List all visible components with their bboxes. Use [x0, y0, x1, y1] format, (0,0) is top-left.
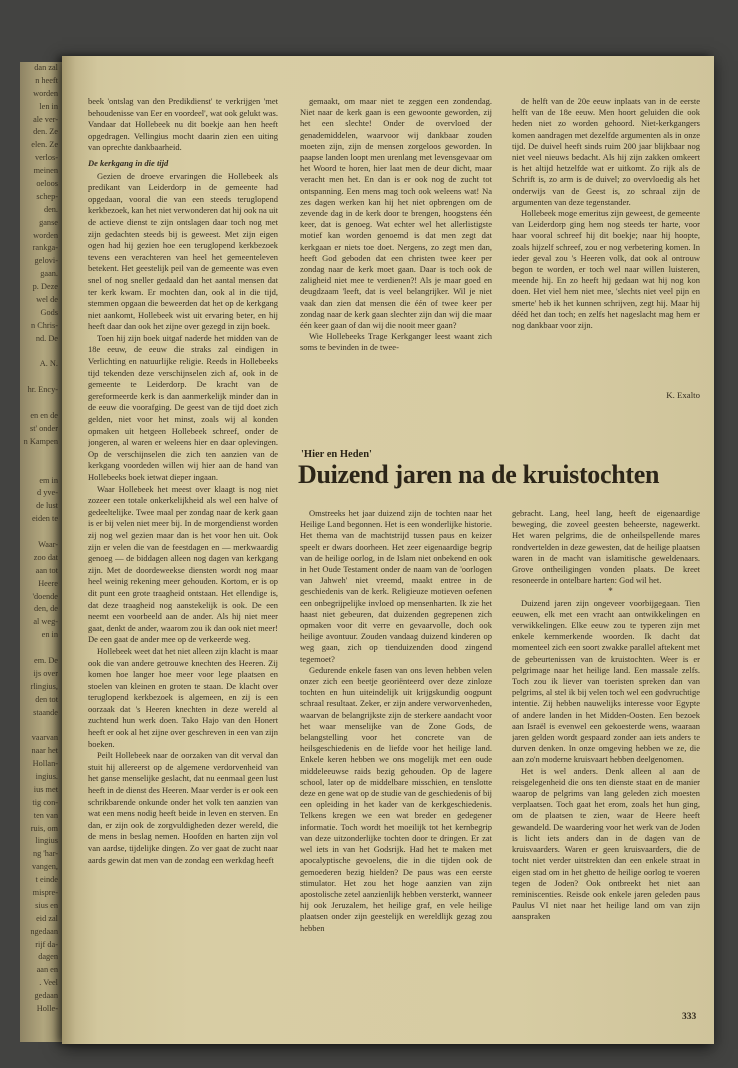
spine-text-fragment: en in: [41, 630, 58, 640]
spine-text-fragment: schep-: [36, 191, 58, 201]
paragraph: Gedurende enkele fasen van ons leven hebben velen onzer zich een beetje georiënteerd over deze zinloze tochten en hun uiteindelijk uit krijgskundig oogpunt schraal resultaat. Zeker, er zijn andere verworvenheden, waarvan de belangrijkste zijn de sterkere aandacht voor het waar menselijke van de Zone Gods, de belangstelling voor het concrete van de heilsgeschiedenis en de liefde voor het heilige land. Enkele keren hebben we ons mogelijk met een oude middeleeuwse raids bezig gehouden. Op de lagere school, later op de middelbare misschien, en tenslotte deze en gene wat op de studie van de geschiedenis of bij een opleiding in het kader van de kerkgeschiedenis. Telkens kregen we een wat breder en gedegener informatie. Toch wordt het moeilijk tot het kernbegrip van deze uitzonderlijke tochten door te dringen. Er zat wel iets in van het Godsrijk. Had het te maken met apocalyptische gevoelens, die in die tijden ook de gemoederen bezig hielden? De paus was een eerste stimulator. Het zou het hoge aanzien van zijn apostolische zetel aanzienlijk hebben versterkt, wanneer hij ook Jeruzalem, het heilige graf, en vele heilige plaatsen onder zijn geestelijk en wereldlijk gezag zou hebben: [300, 664, 492, 933]
spine-text-fragment: wel de: [36, 295, 58, 305]
spine-text-fragment: worden: [33, 230, 58, 240]
spine-text-fragment: rijf da-: [35, 939, 58, 949]
spine-text-fragment: [20, 397, 62, 410]
article1-column-2: [300, 96, 492, 448]
paragraph: Peilt Hollebeek naar de oorzaken van dit verval dan stuit hij allereerst op de algemene verdorvenheid van het ganse menselijke geslacht, dat nu eenmaal geen lust heeft in de dienst des Heeren. Maar verder is er ook een schrikbarende onkunde onder het volk ten aanzien van wat een mens nodig heeft beide in leven en sterven. En dan, er zijn ook de zorgvuldigheden dezer wereld, die de mens in beslag nemen. Hoofden en harten zijn vol van aardse, tijdelijke dingen. Zo ver gaat de zucht naar aards gewin dat men van de zondag een werkdag heeft: [88, 750, 278, 865]
article2-column-right: [512, 508, 700, 1013]
spine-text-fragment: ius met: [33, 784, 58, 794]
spine-text-fragment: ruis, om: [30, 823, 58, 833]
spine-text-fragment: [20, 642, 62, 655]
article2-headline: Duizend jaren na de kruistochten: [298, 460, 660, 489]
spine-text-fragment: al weg-: [33, 617, 58, 627]
spine-text-fragment: ng 'har-: [32, 849, 58, 859]
spine-text-fragment: aan tot: [35, 565, 58, 575]
spine-text-fragment: len in: [39, 101, 58, 111]
spine-text-fragment: st' onder: [30, 423, 58, 433]
spine-text-fragment: den tot: [35, 694, 58, 704]
spine-text-fragment: worden: [33, 88, 58, 98]
spine-text-fragment: dagen: [38, 952, 58, 962]
spine-text-fragment: Heere: [38, 578, 58, 588]
spine-text-fragment: staande: [33, 707, 58, 717]
spine-text-fragment: ingius.: [35, 771, 58, 781]
spine-text-fragment: [20, 371, 62, 384]
spine-text-fragment: rlingius,: [30, 681, 58, 691]
spine-text-fragment: Hollan-: [32, 759, 58, 769]
page-number: 333: [682, 1012, 697, 1022]
spine-text-fragment: A. N.: [39, 359, 58, 369]
spine-text-fragment: t einde: [35, 875, 58, 885]
spine-text-fragment: d yve-: [37, 488, 58, 498]
spine-text-fragment: gaan.: [40, 269, 58, 279]
spine-text-fragment: vaarvan: [31, 733, 58, 743]
spine-text-fragment: elen. Ze: [31, 140, 58, 150]
spine-text-fragment: n heeft: [35, 75, 58, 85]
spine-text-fragment: de lust: [36, 501, 58, 511]
spine-text-fragment: lingius: [35, 836, 58, 846]
spine-text-fragment: ngedaan: [30, 926, 58, 936]
previous-page-spine-sliver: [20, 62, 62, 1042]
magazine-page: [62, 56, 714, 1044]
spine-text-fragment: n Chris-: [31, 320, 58, 330]
spine-text-fragment: oeloos: [36, 179, 58, 189]
spine-text-fragment: sius en: [35, 900, 58, 910]
section-separator-star: *: [608, 586, 613, 597]
spine-text-fragment: p. Deze: [32, 282, 58, 292]
spine-text-fragment: gedaan: [34, 991, 58, 1001]
paragraph: Wie Hollebeeks Trage Kerkganger leest waant zich soms te bevinden in de twee-: [300, 331, 492, 353]
article1-column-3: [512, 96, 700, 388]
spine-text-fragment: eid zal: [36, 913, 58, 923]
spine-text-fragment: rankga-: [32, 243, 58, 253]
paragraph: Hollebeek moge emeritus zijn geweest, de gemeente van Leiderdorp ging hem nog steeds ter harte, voor haar vooral schreef hij dit boekje; naar hij hoopte, zoals hijzelf schreef, zou er nog verbetering komen. In ieder geval zou 's Heeren volk, dat ook al ontrouw begon te worden, er toch wel naar willen luisteren, meende hij. En zo heeft hij gedaan wat hij nog kon doen. Het viel hem niet mee, 'slechts niet veel pijn en smerte' heb ik het kunnen schrijven, zegt hij. Maar hij dééd het dan toch; en zelfs het nageslacht mag hem er nog dankbaar voor zijn.: [512, 208, 700, 331]
spine-text-fragment: gelovi-: [34, 256, 58, 266]
spine-text-fragment: ijs over: [33, 668, 58, 678]
spine-text-fragment: aan en: [36, 965, 58, 975]
spine-text-fragment: ten van: [33, 810, 58, 820]
paragraph: Het is wel anders. Denk alleen al aan de reisgelegenheid die ons ten dienste staat en de manier waarop de pelgrims van lang geleden zich moesten verplaatsen. Toch gaat het erom, zoals het hun ging, om de plaatsen te zien, waar de Heere heeft gewandeld. De waardering voor het werk van de Joden is licht iets anders dan in de dagen van de kruisvaarders. Waren er geen kruisvaarders, die de tocht niet verder uitstrekten dan een enkele straat in eigen stad om in het ghetto de heilige oorlog te voeren tegen de Joden? Ook ontbreekt het niet aan reminiscenties. Reisde ook enkele jaren geleden paus Paulus VI niet naar het heilige land om van zijn aanspraken: [512, 765, 700, 922]
spine-text-fragment: dan zal: [34, 63, 58, 72]
paragraph: gemaakt, om maar niet te zeggen een zondendag. Niet naar de kerk gaan is een gewoonte geworden, zij het een slechte! Onder de overvloed der genademiddelen, waarvoor wij dankbaar zouden moeten zijn, zijn de mensen zorgeloos geworden. In paapse landen loopt men urenlang met levensgevaar om het Woord te horen, hier laat men de deur dicht, maar veracht men het. En dan is er ook nog de zucht tot ontspanning. Een mens mag toch ook weleens wat! Na zes dagen werken kan hij het niet opbrengen om de zevende dag in de kerk door te brengen, hoogstens één keer, dat is genoeg. Wat echter wel het allerlistigste motief kan worden genoemd is dat men zegt dat kerkgaan er niets toe doet. Nergens, zo zegt men dan, heeft God geboden dat een christen twee keer per zondag naar de kerk moet gaan. Daar is toch ook de zaligheid niet mee te verdienen?! Als je maar goed en deugdzaam 'leeft, dat is veel belangrijker. Wil je niet vaak dan zien dat mensen die één of twee keer per zondag naar de kerk gaan slechter zijn dan wij die maar één keer gaan of dan wij die nooit meer gaan?: [300, 96, 492, 331]
spine-text-fragment: [20, 526, 62, 539]
paragraph: Omstreeks het jaar duizend zijn de tochten naar het Heilige Land begonnen. Het is een wonderlijke historie. Het thema van de machtstrijd tussen paus en keizer speelt er dwars doorheen. Het zeer eigenaardige begrip van de heilige oorlog, in de Islam niet onbekend en ook in het Oude Testament onder de naam van de 'oorlogen van Jahweh' niet vreemd, maakt entree in de geschiedenis van de kerk. Religieuze motieven oefenen een onbegrijpelijke invloed op mensenharten. Ik zie het haast niet gebeuren, dat duizenden gegrepenen zich opmaken voor dit verre en gevaarvolle, doch ook heilige avontuur. Zouden vandaag duizend kinderen op weg gaan, zich op tienduizenden dood zingend tegemoet?: [300, 508, 492, 664]
spine-text-fragment: zoo dat: [33, 552, 58, 562]
article1-lead-paragraph: beek 'ontslag van den Predikdienst' te verkrijgen 'met behoudenisse van Eer en voordeel', wat ook gelukt was. Vandaar dat Hollebeek nu dit boekje aan hen heeft opgedragen. Vellingius mocht daarin zien een uiting van oprechte dankbaarheid.: [88, 96, 278, 153]
spine-text-fragment: eiden te: [31, 514, 58, 524]
article2-colB-paragraphs: [512, 598, 700, 923]
spine-text-fragment: [20, 449, 62, 462]
spine-text-fragment: den.: [43, 204, 58, 214]
article1-column-1: [88, 96, 278, 1038]
spine-text-fragment: meinen: [33, 166, 58, 176]
spine-text-fragment: Waar-: [38, 539, 58, 549]
spine-text-fragment: mispre-: [32, 888, 58, 897]
spine-text-fragment: em. De: [34, 655, 58, 665]
paragraph: de helft van de 20e eeuw inplaats van in de eerste helft van de 18e eeuw. Men hoort geluiden die ook heden niet zo worden gehoord. Niet-kerkgangers komen aandragen met dezelfde argumenten als in onze tijd. De duivel heeft sinds ruim 200 jaar blijkbaar nog niet veel nieuws bedacht. Als hij zijn zakken omkeert is het altijd hetzelfde wat er uitkomt. Zo rijk als de Schrift is, zo arm is de duivel; zo overvloedig als het onderwijs van de Geest is, zo schraal zijn de argumenten van deze tegenstander.: [512, 96, 700, 207]
paragraph: gebracht. Lang, heel lang, heeft de eigenaardige beweging, die zoveel geesten beheerste, nagewerkt. Het waren pelgrims, die de onheilspellende mares rondvertelden in deze gewesten, dat de heilige plaatsen waren in de macht van islamitische geweldenaars. Grove ontheiligingen vonden plaats. De kreet resoneerde in ontelbare harten: God wil het.: [512, 508, 700, 586]
paragraph: Toen hij zijn boek uitgaf naderde het midden van de 18e eeuw, de eeuw die straks zal eindigen in Verlichting en natuurlijke religie. Reeds in Hollebeeks tijd tekenden deze verschijnselen zich af, ook in de gemeente te Leiderdorp. De kracht van de gereformeerde kerk is dan aanmerkelijk minder dan in de eeuw die voorafging. De geest van de tijd doet zich gelden, niet voor het minst, zoals wij al konden opmaken uit hetgeen Hollebeek schreef, onder de jongeren, al waren er weleens hier en daar oplevingen. Op de verschijnselen die zich ten aanzien van de kerkgang voordeden willen wij hier aan de hand van Hollebeeks boek ietwat dieper ingaan.: [88, 332, 278, 482]
spine-text-fragment: n Kampen: [23, 436, 58, 446]
spine-text-fragment: tig con-: [32, 797, 58, 807]
spine-text-fragment: em in: [39, 475, 58, 485]
spine-text-fragment: Gods: [40, 307, 58, 317]
paragraph: Gezien de droeve ervaringen die Hollebeek als predikant van Leiderdorp in de gemeente had opgedaan, vooral die van een steeds teruglopend kerkbezoek, kan het niet verwonderen dat hij ook na uit de actieve dienst te zijn ontslagen daar toch nog met zijn gedachten steeds bij is geweest. Met zijn eigen ogen had hij gezien hoe een teruglopend kerkbezoek tevens een verachteren van heel het gemeenteleven betekent. Het geestelijk peil van de gemeente was even snel of nog sneller gedaald dan het aantal mensen dat ter kerk kwam. Er mochten dan, ook al in die tijd, stemmen opgaan die beweerden dat het op de kerkgang niet aankomt, Hollebeek wist uit ervaring beter, en hij heeft daar dan ook het zijne over gezegd in zijn boek.: [88, 170, 278, 332]
paragraph: Hollebeek weet dat het niet alleen zijn klacht is maar ook die van andere getrouwe knechten des Heeren. Zij komen hoe langer hoe meer voor lege plaatsen en stoelen van kleinen en groten te staan. De klacht over teruglopend kerkbezoek is algemeen, en zij is een oorzaak dat 's Heeren knechten in deze wereld al zuchtend hun werk doen. Tako Hajo van den Honert heeft er ook al het zijne over geschreven in een van zijn boeken.: [88, 645, 278, 749]
spine-text-fragment: ganse: [39, 217, 58, 227]
article1-author-signature: K. Exalto: [666, 390, 700, 400]
spine-text-fragment: naar het: [31, 746, 58, 756]
spine-text-fragment: [20, 462, 62, 475]
spine-text-fragment: den. Ze: [33, 127, 58, 137]
spine-text-fragment: hr. Ency-: [27, 385, 58, 395]
spine-text-fragment: ale ver-: [33, 114, 58, 124]
paragraph: Waar Hollebeek het meest over klaagt is nog niet zozeer een totale onkerkelijkheid als wel een halve of gedeeltelijke. Twee maal per zondag naar de kerk gaan is er bij velen niet meer bij. In de morgendienst worden zij nog wel gezien maar dan is het voor hen uit. Ook zijn er velen die van de feestdagen en — merkwaardig genoeg — de biddagen alleen nog dagen van kerkgang zijn. Met de doordeweekse diensten wordt nog maar heel weinig rekening meer gehouden. Kortom, er is op dit punt een grote traagheid ontstaan. Het ellendige is, dat deze traagheid nog aanstekelijk is ook. De een neemt een voorbeeld aan de ander. Als hij niet meer gaat, denkt de ander, waarom zou ik dan ook niet meer! De een gaat de ander mee op de verkeerde weg.: [88, 483, 278, 645]
spine-text-fragment: . Veel: [39, 978, 58, 988]
article2-kicker: 'Hier en Heden': [301, 449, 372, 460]
article1-section-heading: De kerkgang in die tijd: [88, 157, 169, 168]
spine-text-fragment: [20, 346, 62, 359]
article2-column-left: [300, 508, 492, 1013]
spine-text-fragment: verlos-: [34, 153, 58, 163]
spine-text-fragment: nd. De: [35, 333, 58, 343]
article1-col1-paragraphs: [88, 171, 278, 867]
paragraph: Duizend jaren zijn ongeveer voorbijgegaan. Tien eeuwen, elk met een vracht aan ontwikkelingen en verwikkelingen. Elke eeuw zou te typeren zijn met enkele kernmerkende woorden. Ik dacht dat momenteel zich een soort zwakke parallel aftekent met de gebeurtenissen van de kruistochten. Weer is er pelgrimage naar het heilige land. Een massale zelfs. Toch zou ik liever van toeristen spreken dan van pelgrims, al stel ik bij velen toch wel een godvruchtige intentie. Zij hebben nauwelijks interesse voor Egypte of andere landen in het Midden-Oosten. Een bezoek aan Israël is evenwel een gekoesterde wens, waaraan jaren gelden wordt gespaard zonder aan iets anders te durven denken. In onze omgeving hebben we ze, die aan zo'n moderne kruisvaart hebben deelgenomen.: [512, 597, 700, 765]
spine-text-fragment: Holle-: [36, 1004, 58, 1014]
spine-text-fragment: 'doende: [32, 591, 58, 601]
spine-text-fragment: vangen,: [31, 862, 58, 872]
spine-text-fragment: [20, 719, 62, 732]
spine-text-fragment: den, de: [34, 604, 58, 614]
spine-text-fragment: en en de: [30, 411, 58, 421]
